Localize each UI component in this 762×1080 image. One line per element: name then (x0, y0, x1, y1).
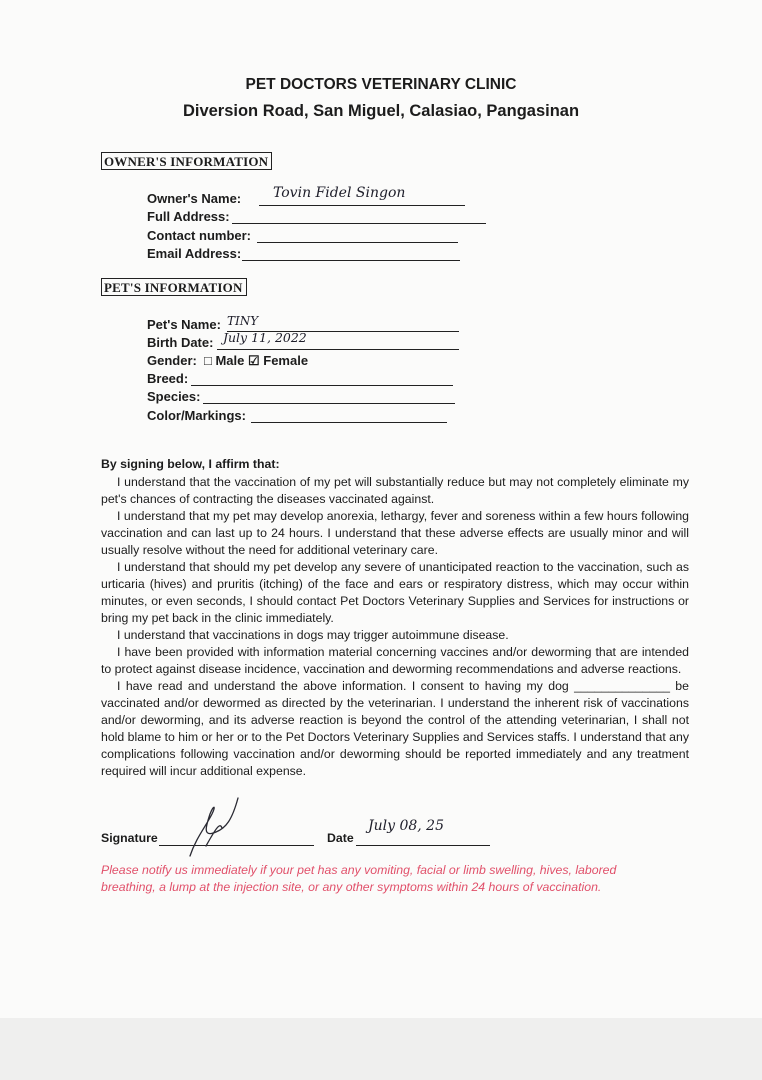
agreement-paragraph: I understand that my pet may develop anorexia, lethargy, fever and soreness within a few hours following vaccination and can last up to 24 hours. I understand that these adverse effects are usually minor and will usually resolve without the need for additional veterinary care. (101, 509, 689, 557)
breed-line (191, 385, 453, 386)
agreement-paragraph: I understand that the vaccination of my pet will substantially reduce but may not completely eliminate my pet's chances of contracting the diseases vaccinated against. (101, 475, 689, 506)
gender-field[interactable] (147, 353, 347, 371)
scan-background (0, 1018, 762, 1080)
owner-name-label: Owner's Name: (147, 191, 242, 206)
color-markings-line (251, 422, 447, 423)
owner-contact-field[interactable] (147, 228, 467, 246)
species-label: Species: (147, 389, 201, 404)
owner-address-field[interactable] (147, 209, 492, 227)
agreement-paragraph: I understand that should my pet develop any severe of unanticipated reaction to the vaccination, such as urticaria (hives) and pruritis (itching) of the face and ears or respiratory distress, which may occur within minutes, or even seconds, I should contact Pet Doctors Veterinary Supplies and Services for instructions or bring my pet back in the clinic immediately. (101, 560, 689, 625)
handwritten-signature (176, 788, 256, 860)
owner-section-title: OWNER'S INFORMATION (101, 152, 272, 170)
clinic-address: Diversion Road, San Miguel, Calasiao, Pangasinan (182, 102, 580, 120)
pet-section-title: PET'S INFORMATION (101, 278, 247, 296)
agreement-paragraph: I have read and understand the above information. I consent to having my dog ______________ be vaccinated and/or dewormed as directed by the veterinarian. I understand the inherent risk of vaccinations and/or deworming, and its adverse reaction is beyond the control of the attending veterinarian, I shall not hold blame to him or her or to the Pet Doctors Veterinary Supplies and Services staffs. I understand that any complications following vaccination and/or deworming should be reported immediately and any treatment required will incur additional expense. (101, 679, 689, 778)
owner-email-label: Email Address: (147, 246, 242, 261)
date-value: July 08, 25 (368, 818, 444, 834)
owner-email-line (242, 260, 460, 261)
owner-address-label: Full Address: (147, 209, 230, 224)
date-label: Date (327, 831, 354, 845)
owner-email-field[interactable] (147, 246, 467, 264)
aftercare-notice: Please notify us immediately if your pet has any vomiting, facial or limb swelling, hives, labored breathing, a lump at the injection site, or any other symptoms within 24 hours of vaccination. (101, 863, 617, 894)
birth-date-label: Birth Date: (147, 335, 214, 350)
gender-male-option[interactable]: □ Male (204, 353, 245, 368)
species-line (203, 403, 455, 404)
birth-date-field[interactable] (147, 330, 467, 353)
owner-contact-label: Contact number: (147, 228, 251, 243)
pet-name-field[interactable] (147, 314, 467, 335)
signature-label: Signature (101, 831, 158, 845)
agreement-paragraph: I have been provided with information material concerning vaccines and/or deworming that are intended to protect against disease incidence, vaccination and deworming recommendations and adverse reactions. (101, 645, 689, 676)
gender-female-option[interactable]: ☑ Female (248, 353, 309, 368)
owner-address-line (232, 223, 486, 224)
pet-name-value: TINY (227, 314, 259, 328)
color-markings-field[interactable] (147, 408, 457, 426)
owner-name-value: Tovin Fidel Singon (273, 185, 406, 201)
owner-name-field[interactable] (147, 185, 477, 209)
owner-contact-line (257, 242, 458, 243)
date-line[interactable] (356, 845, 490, 846)
gender-label: Gender: (147, 353, 197, 368)
owner-name-line (259, 205, 465, 206)
color-markings-label: Color/Markings: (147, 408, 246, 423)
breed-label: Breed: (147, 371, 189, 386)
agreement-intro: By signing below, I affirm that: (101, 457, 280, 471)
birth-date-value: July 11, 2022 (223, 330, 307, 345)
pet-name-label: Pet's Name: (147, 317, 221, 332)
breed-field[interactable] (147, 371, 467, 389)
birth-date-line (217, 349, 459, 350)
agreement-text (101, 474, 689, 780)
species-field[interactable] (147, 389, 467, 407)
clinic-name: PET DOCTORS VETERINARY CLINIC (245, 76, 517, 93)
agreement-paragraph: I understand that vaccinations in dogs may trigger autoimmune disease. (117, 628, 509, 642)
